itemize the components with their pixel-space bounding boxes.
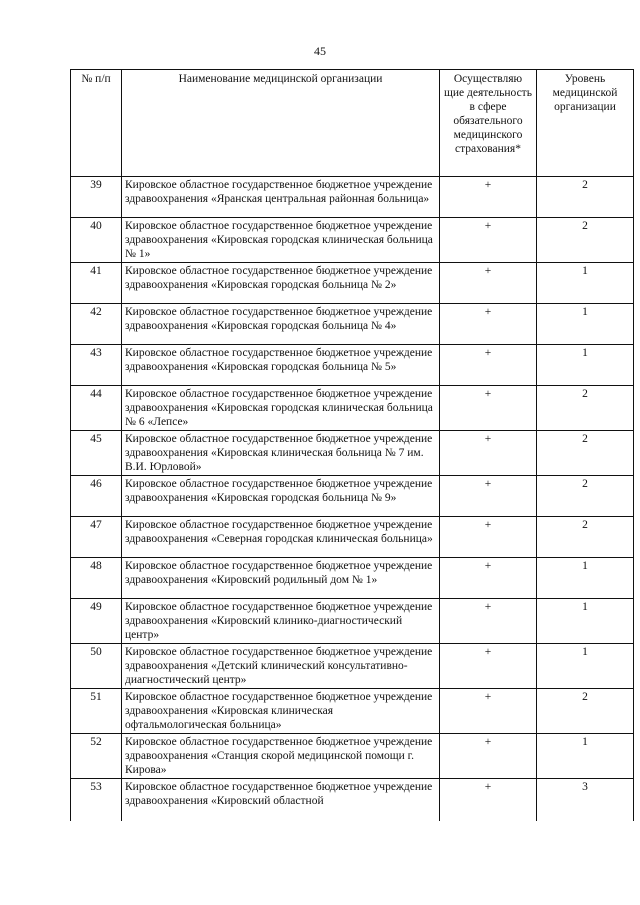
row-level: 1 [537,599,634,644]
row-number: 51 [71,689,122,734]
table-row [71,734,634,779]
row-name: Кировское областное государственное бюджетное учреждение здравоохранения «Кировский клинико-диагностический центр» [122,599,440,644]
table-row [71,599,634,644]
table-row [71,517,634,558]
row-number: 49 [71,599,122,644]
row-number: 40 [71,218,122,263]
row-level: 1 [537,644,634,689]
row-name: Кировское областное государственное бюджетное учреждение здравоохранения «Кировский областной [122,779,440,822]
table-row [71,689,634,734]
row-name: Кировское областное государственное бюджетное учреждение здравоохранения «Кировская городская клиническая больница № 1» [122,218,440,263]
row-number: 42 [71,304,122,345]
row-name: Кировское областное государственное бюджетное учреждение здравоохранения «Кировская городская больница № 4» [122,304,440,345]
row-level: 1 [537,304,634,345]
row-number: 43 [71,345,122,386]
row-level: 2 [537,517,634,558]
row-name: Кировское областное государственное бюджетное учреждение здравоохранения «Кировский родильный дом № 1» [122,558,440,599]
row-oms-mark: + [440,599,537,644]
row-oms-mark: + [440,345,537,386]
row-oms-mark: + [440,734,537,779]
header-name: Наименование медицинской организации [122,70,440,177]
row-level: 2 [537,476,634,517]
row-name: Кировское областное государственное бюджетное учреждение здравоохранения «Кировская городская больница № 5» [122,345,440,386]
row-oms-mark: + [440,177,537,218]
table-row [71,644,634,689]
row-level: 1 [537,263,634,304]
header-number: № п/п [71,70,122,177]
row-level: 1 [537,558,634,599]
row-name: Кировское областное государственное бюджетное учреждение здравоохранения «Кировская клиническая офтальмологическая больница» [122,689,440,734]
table-row [71,386,634,431]
row-name: Кировское областное государственное бюджетное учреждение здравоохранения «Кировская городская больница № 9» [122,476,440,517]
row-number: 47 [71,517,122,558]
table-row [71,304,634,345]
row-number: 48 [71,558,122,599]
table-row [71,779,634,822]
row-level: 2 [537,177,634,218]
row-oms-mark: + [440,476,537,517]
table-row [71,177,634,218]
row-oms-mark: + [440,644,537,689]
row-oms-mark: + [440,558,537,599]
row-name: Кировское областное государственное бюджетное учреждение здравоохранения «Станция скорой медицинской помощи г. Кирова» [122,734,440,779]
row-number: 50 [71,644,122,689]
header-level: Уровень медицинской организации [537,70,634,177]
row-level: 2 [537,689,634,734]
row-number: 39 [71,177,122,218]
row-level: 1 [537,345,634,386]
table-row [71,558,634,599]
header-oms: Осуществляю щие деятельность в сфере обязательного медицинского страхования* [440,70,537,177]
row-name: Кировское областное государственное бюджетное учреждение здравоохранения «Кировская городская больница № 2» [122,263,440,304]
table-header-row [71,70,634,177]
row-number: 53 [71,779,122,822]
table-row [71,345,634,386]
row-oms-mark: + [440,218,537,263]
page-number: 45 [314,44,326,58]
row-number: 46 [71,476,122,517]
row-oms-mark: + [440,431,537,476]
row-number: 41 [71,263,122,304]
row-oms-mark: + [440,779,537,822]
table-row [71,263,634,304]
row-name: Кировское областное государственное бюджетное учреждение здравоохранения «Детский клинический консультативно-диагностический центр» [122,644,440,689]
row-number: 44 [71,386,122,431]
table-row [71,431,634,476]
row-name: Кировское областное государственное бюджетное учреждение здравоохранения «Кировская городская клиническая больница № 6 «Лепсе» [122,386,440,431]
row-name: Кировское областное государственное бюджетное учреждение здравоохранения «Кировская клиническая больница № 7 им. В.И. Юрловой» [122,431,440,476]
row-level: 3 [537,779,634,822]
row-number: 52 [71,734,122,779]
medical-organizations-table [70,69,634,821]
row-level: 2 [537,386,634,431]
row-number: 45 [71,431,122,476]
row-oms-mark: + [440,304,537,345]
row-level: 2 [537,431,634,476]
table-row [71,218,634,263]
row-oms-mark: + [440,689,537,734]
row-name: Кировское областное государственное бюджетное учреждение здравоохранения «Северная городская клиническая больница» [122,517,440,558]
row-oms-mark: + [440,263,537,304]
table-row [71,476,634,517]
row-level: 2 [537,218,634,263]
row-oms-mark: + [440,517,537,558]
row-level: 1 [537,734,634,779]
row-oms-mark: + [440,386,537,431]
row-name: Кировское областное государственное бюджетное учреждение здравоохранения «Яранская центральная районная больница» [122,177,440,218]
